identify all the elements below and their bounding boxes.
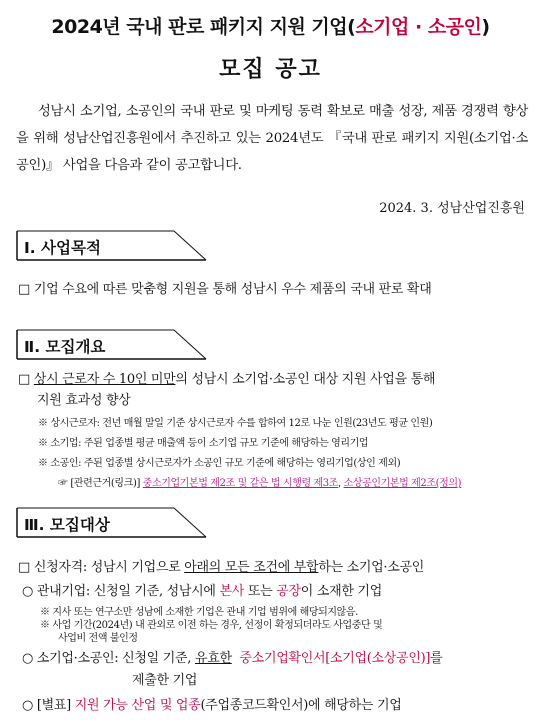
title-close: ): [481, 16, 490, 38]
note-line: 사업비 전액 불인정: [58, 633, 138, 644]
condition-small-business: [22, 647, 442, 666]
note-line: ※ 소기업: 주된 업종별 평균 매출액 등이 소기업 규모 기준에 해당하는 영리기업: [38, 438, 369, 449]
title-highlight: 소기업 · 소공인: [355, 16, 482, 38]
reference-link-small-business-act[interactable]: 소상공인기본법 제2조(정의): [343, 478, 462, 489]
section-header-overview: [16, 329, 208, 359]
eligibility-prefix: □ 신청자격: 성남시 기업으로: [18, 560, 185, 575]
note-line: ※ 사업 기간(2024년) 내 관외로 이전 하는 경우, 선정이 확정되더라도 사업중단 및: [40, 620, 383, 631]
section-title: Ⅰ. 사업목적: [24, 239, 101, 257]
reference-line: [58, 474, 461, 489]
reference-separator: ,: [338, 478, 344, 489]
intro-paragraph: 성남시 소기업, 소공인의 국내 판로 및 마케팅 동력 확보로 매출 성장, 제품 경쟁력 향상을 위해 성남산업진흥원에서 추진하고 있는 2024년도 『국내 판로 패키지 지원(소기업·소공인)』 사업을 다음과 같이 공고합니다.: [16, 104, 528, 173]
condition-end: 를: [430, 651, 443, 666]
reference-prefix: ☞ [관련근거(링크)]: [58, 478, 143, 489]
item-bullet: □: [18, 372, 34, 387]
overview-item: [18, 368, 435, 387]
title-main: 2024년 국내 판로 패키지 지원 기업(: [51, 16, 356, 38]
condition-small-business-line2: 제출한 기업: [132, 673, 198, 688]
condition-industry: [22, 694, 402, 713]
notice-title: [0, 12, 541, 39]
condition-end: (주업종코드확인서)에 해당하는 기업: [200, 698, 402, 713]
condition-industry-highlight: 지원 가능 산업 및 업종: [74, 698, 201, 713]
note-line: ※ 지사 또는 연구소만 성남에 소재한 기업은 관내 기업 범위에 해당되지않음.: [40, 607, 358, 618]
eligibility-item: [18, 556, 424, 575]
note-line: ※ 소공인: 주된 업종별 상시근로자가 소공인 규모 기준에 해당하는 영리기업(상인 제외): [38, 458, 401, 469]
purpose-item: □ 기업 수요에 따른 맞춤형 지원을 통해 성남시 우수 제품의 국내 판로 확대: [18, 282, 432, 297]
note-line: ※ 상시근로자: 전년 매월 말일 기준 상시근로자 수를 합하여 12로 나눈 인원(23년도 평균 인원): [38, 418, 433, 429]
condition-prefix: ○ 소기업·소공인: 신청일 기준,: [22, 651, 195, 666]
condition-prefix: ○ 관내기업: 신청일 기준, 성남시에: [22, 584, 220, 599]
overview-item-line2: 지원 효과성 향상: [37, 393, 131, 408]
item-underlined: 상시 근로자 수 10인 미만: [33, 372, 176, 387]
section-title: Ⅱ. 모집개요: [24, 338, 106, 356]
notice-subtitle: 모집 공고: [219, 57, 322, 82]
issue-date: 2024. 3. 성남산업진흥원: [379, 201, 525, 216]
item-rest: 의 성남시 소기업·소공인 대상 지원 사업을 통해: [175, 372, 436, 387]
condition-prefix: ○ [별표]: [22, 698, 75, 713]
condition-underlined: 유효한: [194, 651, 232, 666]
section-title: Ⅲ. 모집대상: [24, 516, 110, 534]
condition-mid: 또는: [244, 584, 277, 599]
eligibility-rest: 하는 소기업·소공인: [318, 560, 425, 575]
condition-highlight-hq: 본사: [219, 584, 245, 599]
condition-certificate: 중소기업확인서[소기업(소상공인)]: [239, 651, 431, 666]
condition-local-company: [22, 580, 382, 599]
eligibility-underlined: 아래의 모든 조건에 부합: [184, 560, 319, 575]
reference-link-sme-act[interactable]: 중소기업기본법 제2조 및 같은 법 시행령 제3조: [142, 478, 339, 489]
section-header-target: [16, 507, 208, 537]
section-header-purpose: [16, 230, 208, 260]
condition-end: 이 소재한 기업: [300, 584, 382, 599]
condition-highlight-factory: 공장: [276, 584, 301, 599]
